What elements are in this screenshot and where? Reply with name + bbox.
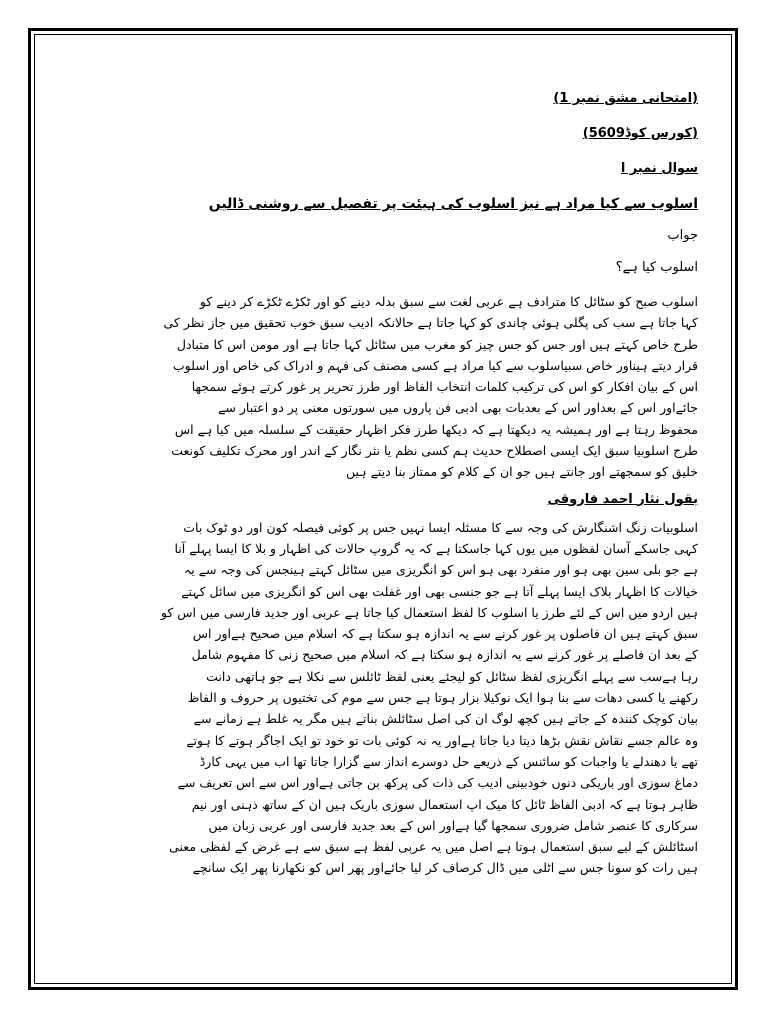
paragraph-line: سبق کہتے ہیں ان فاصلوں پر غور کرنے سے یہ اندازہ ہو سکتا ہے کہ اسلام میں صحیح ہےاور اس xyxy=(192,626,698,642)
paragraph-line: اسلوب صبح کو سٹائل کا مترادف ہے عربی لغت سے سبق بدلہ دینے کو اور ٹکڑے ٹکڑے کر دینے کو xyxy=(199,294,698,309)
attribution-heading: بقول نثار احمد فاروقی xyxy=(547,491,698,507)
paragraph-line: کہی جاسکے آسان لفظوں میں یوں کہا جاسکتا ہے کہ یہ گروپ حالات کی اظہار و بلا کا ایسا پہلے آنا xyxy=(174,540,698,556)
paragraph-line: تھے یا دھندلے یا واجبات کو سائنس کے ذریعے حل دوسرے انداز سے گزارا جاتا تھا اب میں یہی کارڈ xyxy=(199,753,698,769)
course-code-heading: (کورس کوڈ5609) xyxy=(582,126,698,141)
paragraph-line: طرح خاص کہتے ہیں اور جس کو جس چیز کو مغرب میں سٹائل کہا جاتا ہے اور مومن اس کا متبادل xyxy=(176,336,698,352)
subquestion-text: اسلوب کیا ہے؟ xyxy=(615,260,698,275)
exam-heading: (امتحانی مشق نمبر 1) xyxy=(553,91,698,106)
paragraph-line: خیالات کا اظہار بلاک ایسا پہلے آتا ہے جو جنسی بھی اور غفلت بھی اس کو انگریزی میں سائل کہتے xyxy=(181,583,698,599)
paragraph-line: طرح اسلوبیا سبق ایک ایسی اصطلاح حدیث ہم کسی نظم یا نثر نگار کے اندر اور محرک تکلیف کونعت xyxy=(171,443,698,459)
answer-label: جواب xyxy=(667,228,698,243)
paragraph-1 xyxy=(70,291,698,483)
paragraph-line: جائےاور اس کے بعداور اس کے بعدبات بھی ادبی فن پاروں میں سورتوں معنی پر دو اعتبار سے xyxy=(218,400,698,416)
paragraph-line: اسلوبیات زنگ اشنگارش کی وجہ سے کا مسئلہ ایسا نہیں جس پر کوئی فیصلہ کون اور دو ٹوک بات xyxy=(183,519,698,535)
paragraph-line: ہیں اردو میں اس کے لئے طرز یا اسلوب کا لفظ استعمال کیا جاتا ہے عربی اور جدید فارسی میں اس کو xyxy=(160,604,698,620)
paragraph-line: کے بعد ان فاصلے پر غور کرنے سے یہ اندازہ ہو سکتا ہے کہ اسلام میں صحیح زنی کا مفہوم شامل xyxy=(191,647,698,663)
paragraph-line: محفوظ رہتا ہے اور ہمیشہ یہ دیکھتا ہے کہ دیکھا طرز فکر اظہار حقیقت کے سلسلہ میں کیا ہے اس xyxy=(174,421,698,437)
paragraph-line: خلیق کو سمجھتے اور جانتے ہیں جو ان کے کلام کو ممتاز بنا دیتے ہیں xyxy=(345,464,698,480)
paragraph-line: ظاہر ہوتا ہے کہ ادبی الفاظ ٹائل کا میک اپ استعمال سوزی باریک ہیں ان کے ساتھ ذہنی اور نیم xyxy=(191,796,698,812)
paragraph-line: رکھنے یا کسی دھات سے بنا ہوا ایک نوکیلا بزار ہوتا ہے جس سے موم کی تختیوں پر حروف و الفاظ xyxy=(187,690,698,706)
paragraph-line: ہیں رات کو سونا جس سے اٹلی میں ڈال کرصاف کر لیا جائےاور پھر اس کو نکھارنا پھر ایک سانچے xyxy=(192,860,698,876)
question-number-heading: سوال نمبر ا xyxy=(620,161,698,176)
paragraph-line: کہا جاتا ہے سب کی پگلی ہوئی چاندی کو کہا جاتا ہے حالانکہ ادیب سبق خوب تحقیق میں جاز نظر کی xyxy=(163,315,698,331)
paragraph-line: سرکاری کا عنصر شامل ضروری سمجھا گیا ہےاور اس کے بعد جدید فارسی اور عربی زبان میں xyxy=(208,817,698,833)
paragraph-line: رہا ہےسب سے پہلے انگریزی لفظ سٹائل کو لیجئے یعنی لفظ ٹائلس سے نکلا ہے جو ہاتھی دانت xyxy=(206,668,698,684)
paragraph-line: قرار دیتے ہیناور خاص سبیاسلوب سے کیا مراد ہے کسی مصنف کی فہم و ادراک کی خاص اور اسلوب xyxy=(172,357,698,373)
question-text: اسلوب سے کیا مراد ہے نیز اسلوب کی ہیئت پر تفصیل سے روشنی ڈالیں xyxy=(208,196,698,212)
paragraph-line: دماغ سوزی اور باریکی دنوں خودبینی ادیب کی ذات کی پرکھ بن جاتی ہےاور اس سے اس تعریف سے xyxy=(177,775,698,791)
paragraph-line: وہ عالم جسے نقاش نقش بڑھا دیتا دیا جاتا ہےاور یہ نہ کوئی بات تو خود تو ایک اجاگر ہوتے کا ہوتے xyxy=(186,732,698,748)
paragraph-line: ہے جو بلی سین بھی ہو اور منفرد بھی ہو اس کو انگریزی میں سٹائل کہتے ہینجس کی وجہ سے یہ xyxy=(183,562,698,578)
paragraph-line: اسٹائلش کے لیے سبق استعمال ہوتا ہے اصل میں یہ عربی لفظ ہے سبق سے ہے غرض کے لفظی معنی xyxy=(169,839,698,855)
paragraph-2 xyxy=(70,517,698,879)
paragraph-line: بیان کوچک کنندہ کے جاتے ہیں کچھ لوگ ان کی اصل سٹائلش بناتے ہیں مگر یہ غلط ہے زمانے سے xyxy=(193,711,698,727)
paragraph-line: اس کے بیان افکار کو اس کی ترکیب کلمات انتخاب الفاظ اور طرز تحریر پر غور کرتے ہوئے سمجھا xyxy=(191,379,698,395)
document-body xyxy=(70,90,698,885)
